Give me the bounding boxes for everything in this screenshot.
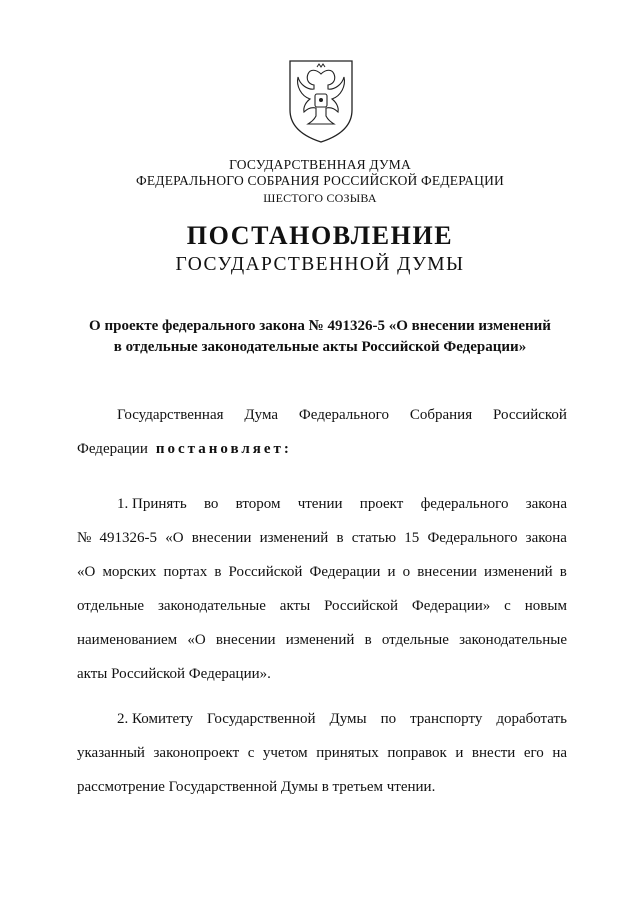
body-word: «О bbox=[77, 564, 96, 580]
body-word: 1. Принять bbox=[117, 496, 187, 512]
body-word: внести bbox=[471, 745, 516, 761]
body-word: отдельные bbox=[381, 632, 449, 648]
item-1-line bbox=[77, 589, 567, 623]
body-word: на bbox=[552, 745, 567, 761]
body-word: наименованием bbox=[77, 632, 178, 648]
body-word: Российской bbox=[228, 564, 303, 580]
body-word: во bbox=[203, 496, 219, 512]
document-subtitle: ГОСУДАРСТВЕННОЙ ДУМЫ bbox=[175, 254, 465, 275]
body-word: Российской bbox=[324, 598, 399, 614]
preamble-word: Федерального bbox=[298, 407, 389, 423]
body-word: изменений bbox=[484, 564, 553, 580]
subject-line-1: О проекте федерального закона № 491326-5 «О внесении изменений bbox=[89, 318, 551, 334]
body-word: о bbox=[402, 564, 411, 580]
body-word: изменений bbox=[285, 632, 355, 648]
body-word: Федерального bbox=[427, 530, 518, 546]
body-word: Федерации» bbox=[411, 598, 491, 614]
body-word: доработать bbox=[496, 711, 567, 727]
item-2-line bbox=[77, 736, 567, 770]
body-word: с bbox=[504, 598, 511, 614]
body-word: в bbox=[336, 530, 344, 546]
body-word: морских bbox=[102, 564, 157, 580]
body-word: проект bbox=[359, 496, 404, 512]
preamble-line-2 bbox=[77, 432, 567, 466]
item-2-paragraph bbox=[77, 702, 567, 804]
item-1-line bbox=[77, 521, 567, 555]
preamble-word: Собрания bbox=[409, 407, 473, 423]
preamble-word: Дума bbox=[244, 407, 279, 423]
body-word: 15 bbox=[404, 530, 420, 546]
header-line-1: ГОСУДАРСТВЕННАЯ ДУМА bbox=[229, 157, 411, 172]
body-word: и bbox=[455, 745, 464, 761]
item-1-line bbox=[77, 555, 567, 589]
preamble-word: Российской bbox=[493, 407, 567, 423]
preamble-word: Государственная bbox=[117, 407, 224, 423]
body-word: закона bbox=[525, 496, 567, 512]
body-word: в bbox=[364, 632, 372, 648]
item-1-paragraph bbox=[77, 487, 567, 691]
body-word: учетом bbox=[262, 745, 308, 761]
body-word: по bbox=[380, 711, 397, 727]
item-2-line bbox=[77, 770, 567, 804]
body-word: Государственной bbox=[207, 711, 316, 727]
preamble-line-1 bbox=[77, 398, 567, 432]
body-word: № bbox=[77, 530, 92, 546]
body-word: поправок bbox=[387, 745, 447, 761]
coat-of-arms-icon bbox=[286, 58, 356, 144]
body-word: закона bbox=[525, 530, 567, 546]
body-word: Думы bbox=[329, 711, 367, 727]
item-1-line bbox=[77, 487, 567, 521]
body-word: статью bbox=[351, 530, 397, 546]
item-1-line bbox=[77, 623, 567, 657]
subject-heading bbox=[0, 316, 640, 358]
body-word: и bbox=[387, 564, 396, 580]
body-word: «О bbox=[187, 632, 206, 648]
body-word: законодательные bbox=[459, 632, 567, 648]
preamble-word: Федерации bbox=[77, 441, 148, 457]
body-word: внесении bbox=[215, 632, 276, 648]
body-word: чтении bbox=[297, 496, 343, 512]
body-word: портах bbox=[163, 564, 208, 580]
body-word: транспорту bbox=[410, 711, 483, 727]
body-word: акты bbox=[279, 598, 311, 614]
body-word: с bbox=[247, 745, 255, 761]
body-word: новым bbox=[524, 598, 567, 614]
resolves-word: постановляет: bbox=[155, 441, 292, 457]
body-word: 2. Комитету bbox=[117, 711, 194, 727]
body-word: внесении bbox=[191, 530, 252, 546]
body-word: 491326-5 bbox=[99, 530, 157, 546]
body-word: втором bbox=[235, 496, 281, 512]
body-word: в bbox=[214, 564, 222, 580]
body-word: федерального bbox=[420, 496, 509, 512]
header-line-3: ШЕСТОГО СОЗЫВА bbox=[263, 191, 377, 205]
body-word: его bbox=[523, 745, 544, 761]
body-word: законопроект bbox=[153, 745, 240, 761]
preamble-paragraph bbox=[77, 398, 567, 466]
body-word: изменений bbox=[259, 530, 329, 546]
item-1-text: акты Российской Федерации». bbox=[77, 666, 271, 682]
body-word: законодательные bbox=[157, 598, 266, 614]
item-2-text: рассмотрение Государственной Думы в третьем чтении. bbox=[77, 779, 436, 795]
header-line-2: ФЕДЕРАЛЬНОГО СОБРАНИЯ РОССИЙСКОЙ ФЕДЕРАЦИИ bbox=[136, 173, 504, 188]
body-word: отдельные bbox=[77, 598, 145, 614]
body-word: «О bbox=[165, 530, 184, 546]
item-1-line bbox=[77, 657, 567, 691]
body-word: принятых bbox=[316, 745, 379, 761]
body-word: в bbox=[559, 564, 567, 580]
body-word: указанный bbox=[77, 745, 145, 761]
document-title: ПОСТАНОВЛЕНИЕ bbox=[186, 221, 454, 250]
body-word: Федерации bbox=[309, 564, 381, 580]
body-word: внесении bbox=[417, 564, 477, 580]
item-2-line bbox=[77, 702, 567, 736]
subject-line-2: в отдельные законодательные акты Российской Федерации» bbox=[113, 339, 527, 355]
